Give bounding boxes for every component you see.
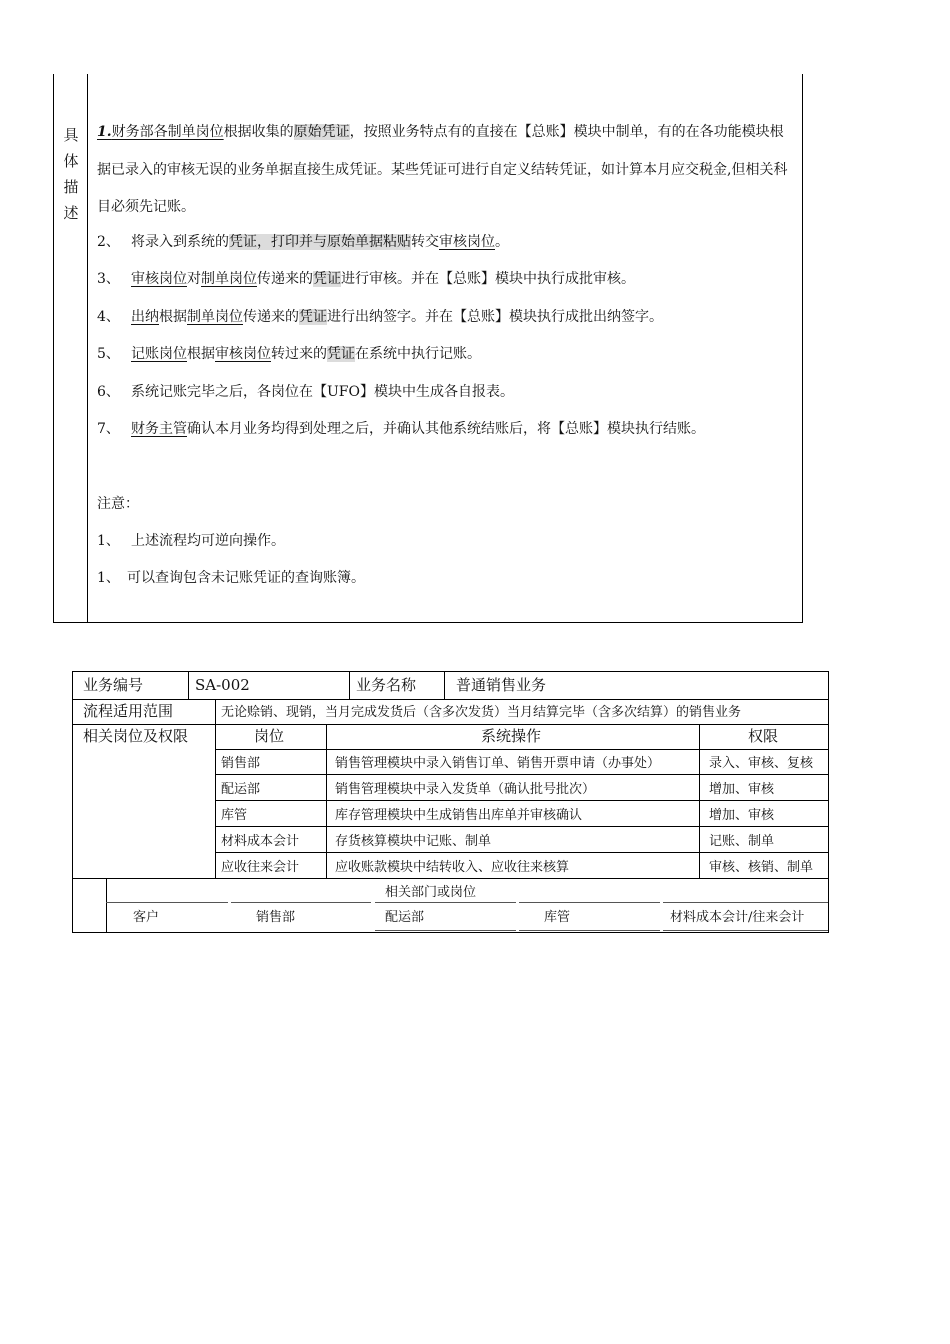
dept-delivery: 配运部: [385, 910, 425, 925]
step-1: 1.财务部各制单岗位根据收集的原始凭证，按照业务特点有的直接在【总账】模块中制单，有的在各功能模块根据已录入的审核无误的业务单据直接生成凭证。某些凭证可进行自定义结转凭证，如计算本月应交税金,但相关科目必须先记账。: [97, 124, 788, 215]
roles-label: 相关岗位及权限: [83, 727, 189, 745]
step-7: 7、 财务主管确认本月业务均得到处理之后，并确认其他系统结账后，将【总账】模块执行结账。: [97, 421, 705, 437]
header-post: 岗位: [254, 727, 285, 745]
note-2: 1、 可以查询包含未记账凭证的查询账簿。: [97, 570, 365, 586]
note-1: 1、 上述流程均可逆向操作。: [97, 533, 285, 549]
scope-label: 流程适用范围: [83, 702, 174, 720]
table-row-post: 应收往来会计: [221, 860, 300, 875]
dept-warehouse: 库管: [544, 910, 571, 925]
step-5: 5、 记账岗位根据审核岗位转过来的凭证在系统中执行记账。: [97, 346, 481, 362]
table-row-permission: 记账、制单: [709, 834, 775, 849]
table-row-post: 材料成本会计: [221, 834, 300, 849]
dept-header: 相关部门或岗位: [385, 885, 477, 900]
scope-text: 无论赊销、现销，当月完成发货后（含多次发货）当月结算完毕（含多次结算）的销售业务: [221, 705, 742, 720]
role-link: 财务部各制单岗位: [111, 124, 224, 140]
table-row-operation: 应收账款模块中结转收入、应收往来核算: [335, 860, 570, 875]
table-row-operation: 销售管理模块中录入发货单（确认批号批次）: [335, 782, 596, 797]
table-row-post: 销售部: [221, 756, 261, 771]
business-name-label: 业务名称: [356, 676, 417, 694]
step-4: 4、 出纳根据制单岗位传递来的凭证进行出纳签字。并在【总账】模块执行成批出纳签字。: [97, 309, 663, 325]
header-operation: 系统操作: [481, 727, 542, 745]
description-label: 具 体 描 述: [63, 126, 79, 222]
table-row-permission: 审核、核销、制单: [709, 860, 814, 875]
table-row-operation: 存货核算模块中记账、制单: [335, 834, 492, 849]
header-permission: 权限: [748, 727, 779, 745]
description-table: [53, 74, 803, 623]
step-3: 3、 审核岗位对制单岗位传递来的凭证进行审核。并在【总账】模块中执行成批审核。: [97, 271, 635, 287]
dept-sales: 销售部: [256, 910, 296, 925]
column-divider: [87, 74, 88, 622]
step-2: 2、 将录入到系统的凭证，打印并与原始单据粘贴转交审核岗位。: [97, 234, 509, 250]
business-table: [72, 671, 829, 933]
table-row-operation: 库存管理模块中生成销售出库单并审核确认: [335, 808, 583, 823]
table-row-post: 库管: [221, 808, 248, 823]
dept-accounting: 材料成本会计/往来会计: [670, 910, 805, 925]
table-row-post: 配运部: [221, 782, 261, 797]
business-name: 普通销售业务: [456, 676, 547, 694]
table-row-permission: 增加、审核: [709, 782, 775, 797]
table-row-permission: 录入、审核、复核: [709, 756, 814, 771]
business-code: SA-002: [195, 676, 250, 694]
table-row-operation: 销售管理模块中录入销售订单、销售开票申请（办事处）: [335, 756, 661, 771]
step-6: 6、 系统记账完毕之后，各岗位在【UFO】模块中生成各自报表。: [97, 384, 514, 400]
business-code-label: 业务编号: [83, 676, 144, 694]
table-row-permission: 增加、审核: [709, 808, 775, 823]
note-title: 注意：: [97, 496, 139, 512]
dept-customer: 客户: [133, 910, 160, 925]
